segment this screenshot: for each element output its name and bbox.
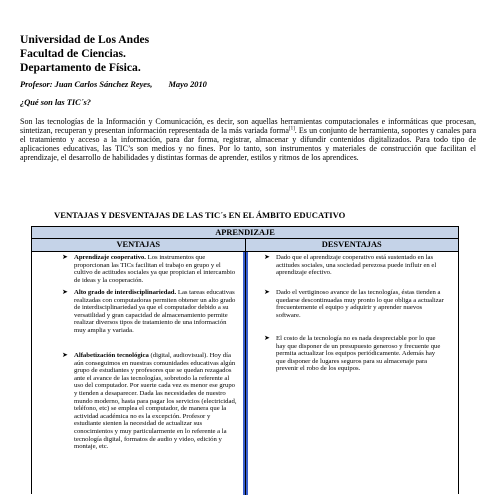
table-title: VENTAJAS Y DESVENTAJAS DE LAS TIC´s EN EL ÁMBITO EDUCATIVO [54, 210, 346, 220]
author-line [20, 80, 207, 89]
intro-paragraph [20, 117, 476, 162]
institution-header [20, 33, 320, 75]
desventajas-column [246, 252, 458, 495]
arrow-bullet-icon: ➤ [62, 288, 68, 296]
column-accent-line [243, 252, 245, 495]
ventaja-title: Aprendizaje cooperativo. [74, 254, 146, 261]
column-header-desventajas: DESVENTAJAS [321, 240, 382, 249]
ventaja-item [62, 288, 239, 335]
arrow-bullet-icon: ➤ [264, 334, 270, 342]
ventaja-item [62, 253, 239, 284]
footnote-link[interactable]: [1] [288, 126, 295, 132]
table-body [32, 252, 458, 495]
ventaja-text: (digital, audiovisual). Hoy día aún conseguimos en nuestras comunidades educativas algún grupo de estudiantes y profesores que se quedan rezagados ante el avance de las tecnologías, sobretodo la referente al uso del computador. Por suerte cada vez es menor ese grupo y tienden a desaparecer. Dada las necesidades de nuestro mundo moderno, hasta para pagar los servicios (electricidad, teléfono, etc) se emplea el computador, de manera que la actividad académica no es la excepción. Profesor y estudiante sienten la necesidad de actualizar sus conocimientos y muy particularmente en lo referente a la tecnología digital, formatos de audio y video, edición y montaje, etc. [74, 352, 237, 451]
department-name: Departamento de Física. [20, 61, 141, 74]
ventaja-title: Alto grado de interdisciplinariedad. [74, 289, 177, 296]
desventaja-item [264, 253, 446, 277]
intro-text-1: Son las tecnologías de la Información y Comunicación, es decir, son aquellas herramientas computacionales e informáticas que procesan, sintetizan, recuperan y presentan información representada de la más variada forma [20, 117, 476, 136]
ventaja-text: Las tareas educativas realizadas con computadoras permiten obtener un alto grado de interdisciplinariedad ya que el computador debido a su versatilidad y gran capacidad de almacenamiento permite realizar diversos tipos de tratamiento de una información muy amplia y variada. [74, 289, 236, 334]
university-name: Universidad de Los Andes [20, 33, 150, 46]
table-heading: APRENDIZAJE [32, 227, 458, 239]
ventaja-item [62, 351, 239, 451]
author-name: Profesor: Juan Carlos Sánchez Reyes, [20, 80, 153, 89]
section-question: ¿Qué son las TIC´s? [20, 98, 91, 107]
arrow-bullet-icon: ➤ [264, 288, 270, 296]
desventaja-item [264, 334, 446, 373]
ventajas-column [32, 252, 246, 495]
comparison-table [31, 226, 459, 494]
column-accent-line [246, 252, 248, 495]
column-header-ventajas: VENTAJAS [32, 239, 246, 251]
author-date: Mayo 2010 [168, 80, 207, 89]
desventaja-text: Dado el vertiginoso avance de las tecnologías, éstas tienden a quedarse descontinuadas muy pronto lo que obliga a actualizar frecuentemente el equipo y adquirir y aprender nuevos software. [276, 289, 444, 319]
arrow-bullet-icon: ➤ [264, 253, 270, 261]
faculty-name: Facultad de Ciencias. [20, 47, 126, 60]
desventaja-text: El costo de la tecnología no es nada despreciable por lo que hay que disponer de un presupuesto generoso y frecuente que permita actualizar los equipos periódicamente. Además hay que disponer de lugares seguros para su almacenaje para prevenir el robo de los equipos. [276, 335, 441, 373]
intro-text-2: . Es un conjunto de herramienta, soportes y canales para el tratamiento y acceso a la información, para dar forma, registrar, almacenar y difundir contenidos digitalizados. Para todo tipo de aplicaciones educativas, las TIC’s son medios y no fines. Por lo tanto, son instrumentos y materiales de construcción que facilitan el aprendizaje, el desarrollo de habilidades y distintas formas de aprender, estilos y ritmos de los aprendices. [20, 126, 476, 163]
ventaja-title: Alfabetización tecnológica [74, 352, 149, 359]
table-column-headers [32, 239, 458, 252]
desventaja-text: Dado que el aprendizaje cooperativo está sustentado en las actitudes sociales, una sociedad perezosa puede influir en el aprendizaje efectivo. [276, 254, 437, 277]
ventaja-text: Los instrumentos que proporcionan las TICs facilitan el trabajo en grupo y el cultivo de actitudes sociales ya que propician el intercambio de ideas y la cooperación. [74, 254, 236, 284]
arrow-bullet-icon: ➤ [62, 253, 68, 261]
arrow-bullet-icon: ➤ [62, 351, 68, 359]
desventaja-item [264, 288, 446, 319]
